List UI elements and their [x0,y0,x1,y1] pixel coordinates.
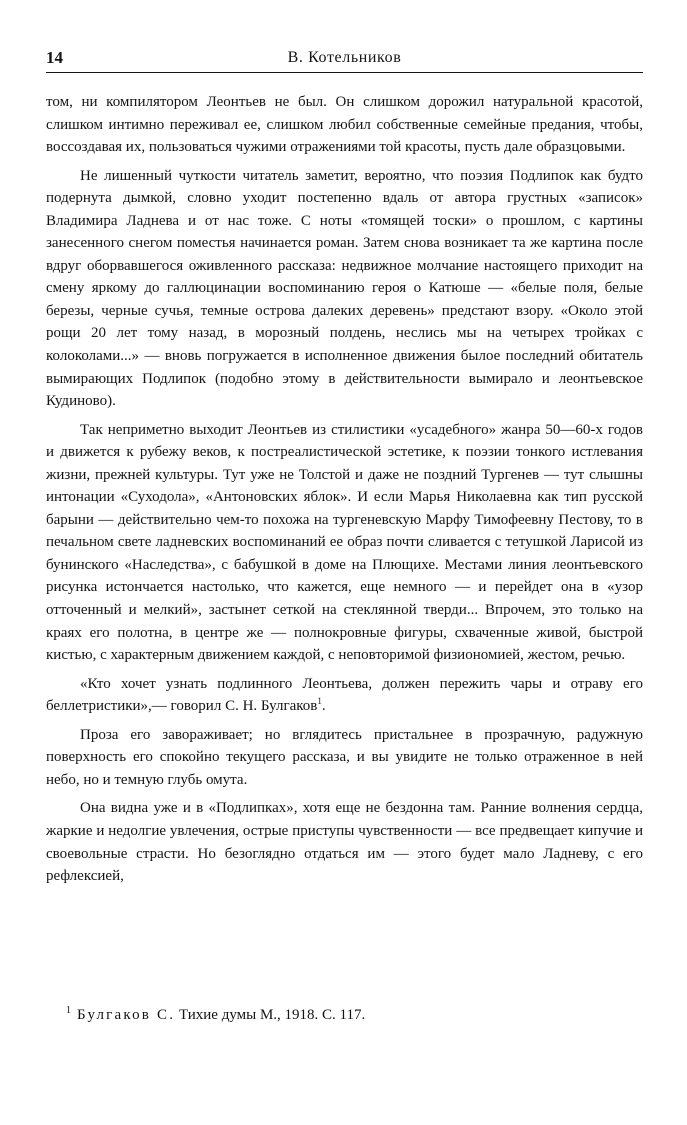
footnote-author: Булгаков С. [77,1007,176,1023]
quote-text: «Кто хочет узнать подлинного Леонтьева, должен пережить чары и отраву его беллетристики»,— говорил С. Н. Булгаков [46,675,643,715]
paragraph: Так неприметно выходит Леонтьев из стилистики «усадебного» жанра 50—60-х годов и движется к рубежу веков, к постреалистической эстетике, к поэзии тонкого истлевания жизни, прежней культуры. Тут уже не Толстой и даже не поздний Тургенев — тут слышны интонации «Суходола», «Антоновских яблок». И если Марья Николаевна как тип русской барыни — действительно чем-то похожа на тургеневскую Марфу Тимофеевну Пестову, то в печальном свете ладневских воспоминаний ее образ почти сливается с тетушкой Ларисой из бунинского «Наследства», с бабушкой в доме на Плющихе. Местами линия леонтьевского рисунка истончается настолько, что кажется, еще немного — и перейдет она в «узор отточенный и мелкий», застынет сеткой на стеклянной тверди... Впрочем, это только на краях его полотна, в центре же — полнокровные фигуры, схваченные живой, быстрой кистью, с характерным движением каждой, с неповторимой физиономией, жестом, речью. [46,421,643,664]
footnote-marker: 1 [66,1005,71,1016]
paragraph-continuation: том, ни компилятором Леонтьев не был. Он слишком дорожил натуральной красотой, слишком интимно переживал ее, слишком любил собственные семейные предания, чтобы, воссоздавая их, пользоваться чужими отражениями той красоты, пусть дале образцовыми. [46,94,643,156]
footnote-reference: 1 [317,696,322,707]
page-header [46,46,643,72]
paragraph: Не лишенный чуткости читатель заметит, вероятно, что поэзия Подлипок как будто подернута дымкой, словно уходит постепенно вдаль от автора грустных «записок» Владимира Ладнева и от нас тоже. С ноты «томящей тоски» о прошлом, с картины занесенного снегом поместья начинается роман. Затем снова возникает та же картина после вдруг оборвавшегося оживленного рассказа: недвижное молчание настоящего приходит на смену яркому до галлюцинации воспоминанию героя о Катюше — «белые поля, белые березы, черные сучья, темные острова далеких деревень» предстают взору. «Около этой рощи 20 лет тому назад, в морозный полдень, неслись мы на четырех тройках с колоколами...» — вновь погружается в исполненное движения былое последний обитатель вымирающих Подлипок (подобно этому в действительности вымирало и леонтьевское Кудиново). [46,167,643,410]
main-text [46,91,643,894]
running-title: В. Котельников [287,49,402,66]
paragraph: Она видна уже и в «Подлипках», хотя еще не бездонна там. Ранние волнения сердца, жаркие и недолгие увлечения, острые приступы чувственности — все предвещает кипучие и своевольные страсти. Но безоглядно отдаться им — этого будет мало Ладневу, с его рефлексией, [46,800,643,885]
footnote-text: Тихие думы М., 1918. С. 117. [178,1007,366,1023]
header-rule [46,72,643,73]
paragraph: Проза его завораживает; но вглядитесь пристальнее в прозрачную, радужную поверхность его спокойно текущего рассказа, и вы увидите не только отраженное в ней небо, но и темную глубь омута. [46,726,643,788]
page-number: 14 [46,48,63,67]
footnote [46,1000,643,1026]
paragraph-quote: «Кто хочет узнать подлинного Леонтьева, должен пережить чары и отраву его беллетристики»,— говорил С. Н. Булгаков$^1$. [46,675,643,715]
